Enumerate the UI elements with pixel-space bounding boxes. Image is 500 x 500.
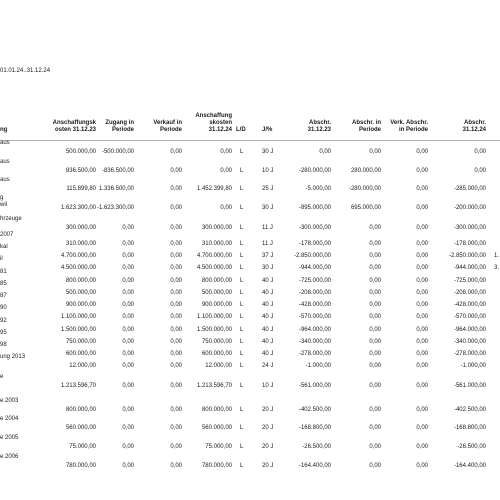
cell-dep-period: 0,00 (369, 327, 381, 333)
cell-years: 40 J (262, 351, 274, 357)
cell-ld: L (240, 444, 244, 450)
cell-cost-start: 800.000,00 (65, 278, 96, 284)
asset-name: e 2005 (0, 435, 19, 441)
cell-dep-end: -1.000,00 (460, 363, 486, 369)
header-line: L/D (236, 127, 246, 133)
header-line: Periode (358, 127, 381, 133)
cell-disposals: 0,00 (170, 363, 182, 369)
cell-cost-end: 780.000,00 (201, 463, 232, 469)
cell-ld: L (240, 314, 244, 320)
cell-cost-start: 4.500.000,00 (60, 265, 96, 271)
cell-dep-end: -402.500,00 (453, 407, 486, 413)
cell-dep-start: -944.000,00 (298, 265, 331, 271)
cell-cost-end: 500.000,00 (201, 290, 232, 296)
cell-years: 20 J (262, 425, 274, 431)
header-ld (236, 127, 246, 134)
cell-cost-start: 750.000,00 (65, 339, 96, 345)
cell-dep-sale: 0,00 (416, 278, 428, 284)
cell-dep-sale: 0,00 (416, 205, 428, 211)
cell-cost-end: 0,00 (220, 149, 232, 155)
cell-dep-period: 0,00 (369, 302, 381, 308)
table-row (0, 159, 500, 177)
cell-additions: 0,00 (122, 253, 134, 259)
cell-cost-start: 836.500,00 (65, 168, 96, 174)
cell-ld: L (240, 425, 244, 431)
cell-years: 40 J (262, 302, 274, 308)
cell-dep-end: -570.000,00 (453, 314, 486, 320)
cell-cost-start: 300.000,00 (65, 225, 96, 231)
cell-dep-sale: 0,00 (416, 407, 428, 413)
cell-disposals: 0,00 (170, 149, 182, 155)
cell-disposals: 0,00 (170, 278, 182, 284)
cell-years: 37 J (262, 253, 274, 259)
cell-dep-start: -340.000,00 (298, 339, 331, 345)
cell-cost-end: 75.000,00 (205, 444, 232, 450)
cell-additions: 0,00 (122, 339, 134, 345)
header-line: Abschr. (308, 120, 331, 126)
header-disposals (153, 120, 182, 134)
cell-additions: 0,00 (122, 383, 134, 389)
table-row (0, 232, 500, 250)
cell-dep-start: -168.800,00 (298, 425, 331, 431)
table-row (0, 398, 500, 416)
cell-dep-end: -300.000,00 (453, 225, 486, 231)
table-row (0, 269, 500, 287)
cell-dep-period: 0,00 (369, 265, 381, 271)
cell-dep-end: -278.000,00 (453, 351, 486, 357)
cell-cost-start: 115.899,80 (66, 186, 96, 192)
cell-dep-end: 0,00 (474, 168, 486, 174)
header-line: Zugang in (105, 120, 134, 126)
header-line: J/% (262, 127, 273, 133)
cell-additions: 0,00 (122, 278, 134, 284)
cell-years: 40 J (262, 290, 274, 296)
cell-dep-period: 0,00 (369, 339, 381, 345)
cell-dep-sale: 0,00 (416, 463, 428, 469)
asset-name: wil (0, 202, 7, 208)
cell-dep-sale: 0,00 (416, 290, 428, 296)
cell-disposals: 0,00 (170, 241, 182, 247)
cell-dep-start: -964.000,00 (298, 327, 331, 333)
cell-ld: L (240, 351, 244, 357)
asset-name: e 2003 (0, 398, 19, 404)
cell-dep-start: -178.000,00 (298, 241, 331, 247)
cell-years: 40 J (262, 314, 274, 320)
cell-dep-period: 0,00 (369, 241, 381, 247)
cell-dep-sale: 0,00 (416, 253, 428, 259)
cell-additions: 0,00 (122, 327, 134, 333)
cell-cost-start: 310.000,00 (65, 241, 96, 247)
asset-name: e (0, 374, 4, 380)
table-row (0, 435, 500, 453)
cell-dep-start: -300.000,00 (298, 225, 331, 231)
cell-dep-period: 280.000,00 (350, 168, 381, 174)
cell-dep-start: -570.000,00 (298, 314, 331, 320)
header-years (262, 127, 272, 134)
cell-dep-start: -5.000,00 (305, 186, 331, 192)
cell-years: 40 J (262, 327, 274, 333)
header-name (0, 127, 7, 134)
cell-years: 20 J (262, 463, 274, 469)
asset-name: e 2004 (0, 416, 19, 422)
asset-name: ung 2013 (0, 354, 26, 360)
cell-ld: L (240, 149, 244, 155)
asset-name: 81 (0, 269, 7, 275)
header-line: osten 31.12.23 (54, 127, 96, 133)
cell-disposals: 0,00 (170, 290, 182, 296)
cell-dep-end: 0,00 (474, 149, 486, 155)
cell-dep-start: 0,00 (319, 149, 331, 155)
cell-additions: 0,00 (122, 314, 134, 320)
cell-cost-start: 780.000,00 (65, 463, 96, 469)
cell-dep-end: -340.000,00 (453, 339, 486, 345)
cell-cost-end: 0,00 (220, 168, 232, 174)
cell-dep-period: 0,00 (369, 383, 381, 389)
table-row (0, 177, 500, 195)
cell-dep-period: 0,00 (369, 407, 381, 413)
cell-years: 20 J (262, 444, 274, 450)
cell-dep-end: -208.000,00 (453, 290, 486, 296)
table-row (0, 374, 500, 392)
cell-cost-start: 560.000,00 (65, 425, 96, 431)
header-dep-end (463, 120, 486, 134)
cell-dep-period: 0,00 (369, 278, 381, 284)
header-dep-start (308, 120, 331, 134)
cell-dep-sale: 0,00 (416, 241, 428, 247)
cell-ld: L (240, 290, 244, 296)
cell-disposals: 0,00 (170, 407, 182, 413)
cell-cost-end: 750.000,00 (201, 339, 232, 345)
cell-dep-sale: 0,00 (416, 149, 428, 155)
cell-additions: 0,00 (122, 351, 134, 357)
cell-disposals: 0,00 (170, 383, 182, 389)
cell-cost-end: 600.000,00 (201, 351, 232, 357)
header-line: Abschr. in (351, 120, 381, 126)
header-line: ng (0, 127, 8, 133)
cell-dep-end: -178.000,00 (453, 241, 486, 247)
cell-dep-start: -428.000,00 (298, 302, 331, 308)
cell-dep-sale: 0,00 (416, 302, 428, 308)
cell-disposals: 0,00 (170, 302, 182, 308)
cell-years: 40 J (262, 339, 274, 345)
cell-disposals: 0,00 (170, 186, 182, 192)
cell-cost-end: 900.000,00 (201, 302, 232, 308)
cell-cost-start: 12.000,00 (69, 363, 96, 369)
header-line: 31.12.24 (462, 127, 486, 133)
cell-years: 20 J (262, 407, 274, 413)
cell-disposals: 0,00 (170, 225, 182, 231)
cell-dep-sale: 0,00 (416, 383, 428, 389)
cell-ld: L (240, 225, 244, 231)
cell-cost-end: 310.000,00 (201, 241, 232, 247)
cell-years: 40 J (262, 278, 274, 284)
asset-name: 85 (0, 281, 7, 287)
cell-dep-sale: 0,00 (416, 314, 428, 320)
cell-cost-start: 800.000,00 (65, 407, 96, 413)
cell-ld: L (240, 186, 244, 192)
cell-disposals: 0,00 (170, 314, 182, 320)
asset-name: aus (0, 159, 10, 165)
cell-disposals: 0,00 (170, 327, 182, 333)
cell-extra: 1. (494, 253, 500, 259)
table-row (0, 416, 500, 434)
asset-name: 90 (0, 305, 7, 311)
cell-dep-end: -944.000,00 (453, 265, 486, 271)
cell-dep-start: -1.000,00 (305, 363, 331, 369)
cell-dep-end: -200.000,00 (453, 205, 486, 211)
cell-ld: L (240, 463, 244, 469)
cell-additions: -500.000,00 (101, 149, 134, 155)
cell-dep-sale: 0,00 (416, 425, 428, 431)
cell-ld: L (240, 302, 244, 308)
cell-cost-end: 300.000,00 (201, 225, 232, 231)
asset-name: aus (0, 140, 10, 146)
header-line: Anschaffungsk (52, 120, 96, 126)
cell-ld: L (240, 339, 244, 345)
cell-dep-period: 0,00 (369, 363, 381, 369)
header-cost-start (53, 120, 96, 134)
cell-ld: L (240, 327, 244, 333)
cell-additions: 1.336.500,00 (98, 186, 134, 192)
cell-dep-period: 0,00 (369, 149, 381, 155)
cell-cost-end: 800.000,00 (201, 278, 232, 284)
cell-dep-start: -2.850.000,00 (293, 253, 331, 259)
cell-dep-start: -280.000,00 (298, 168, 331, 174)
cell-dep-period: 0,00 (369, 444, 381, 450)
cell-dep-period: 0,00 (369, 351, 381, 357)
table-row (0, 454, 500, 472)
cell-dep-end: -428.000,00 (453, 302, 486, 308)
cell-ld: L (240, 168, 244, 174)
cell-additions: 0,00 (122, 463, 134, 469)
cell-years: 10 J (262, 168, 274, 174)
cell-additions: 0,00 (122, 302, 134, 308)
cell-dep-end: -164.400,00 (453, 463, 486, 469)
cell-dep-end: -168.800,00 (453, 425, 486, 431)
report-period: 01.01.24..31.12.24 (0, 68, 51, 74)
table-row (0, 195, 500, 214)
asset-name: 2007 (0, 232, 14, 238)
asset-name: 87 (0, 293, 7, 299)
cell-cost-end: 560.000,00 (201, 425, 232, 431)
cell-disposals: 0,00 (170, 425, 182, 431)
cell-dep-start: -278.000,00 (298, 351, 331, 357)
asset-name: e 2006 (0, 454, 19, 460)
asset-name: 98 (0, 342, 7, 348)
asset-name: g (0, 195, 4, 201)
cell-years: 30 J (262, 265, 274, 271)
cell-cost-end: 1.500.000,00 (196, 327, 232, 333)
header-line: Verk. Abschr. (390, 120, 428, 126)
asset-name: kal (0, 244, 8, 250)
asset-name: aus (0, 177, 10, 183)
cell-additions: 0,00 (122, 363, 134, 369)
header-line: Periode (111, 127, 134, 133)
cell-additions: 0,00 (122, 407, 134, 413)
cell-cost-start: 900.000,00 (65, 302, 96, 308)
cell-dep-start: -26.500,00 (302, 444, 331, 450)
cell-ld: L (240, 205, 244, 211)
cell-years: 10 J (262, 383, 274, 389)
cell-dep-period: 0,00 (369, 225, 381, 231)
cell-dep-start: -208.000,00 (298, 290, 331, 296)
cell-years: 24 J (262, 363, 274, 369)
cell-dep-start: -164.400,00 (298, 463, 331, 469)
cell-disposals: 0,00 (170, 339, 182, 345)
cell-ld: L (240, 253, 244, 259)
cell-dep-period: -280.000,00 (348, 186, 381, 192)
cell-dep-period: 0,00 (369, 253, 381, 259)
cell-ld: L (240, 241, 244, 247)
cell-disposals: 0,00 (170, 168, 182, 174)
cell-additions: 0,00 (122, 444, 134, 450)
cell-dep-end: -26.500,00 (457, 444, 486, 450)
cell-dep-period: 0,00 (369, 463, 381, 469)
cell-dep-sale: 0,00 (416, 225, 428, 231)
cell-cost-start: 75.000,00 (69, 444, 96, 450)
cell-years: 30 J (262, 205, 274, 211)
cell-dep-start: -895.000,00 (298, 205, 331, 211)
cell-dep-sale: 0,00 (416, 339, 428, 345)
cell-cost-end: 1.213.596,70 (196, 383, 232, 389)
cell-years: 25 J (262, 186, 274, 192)
cell-dep-period: 695.000,00 (350, 205, 381, 211)
header-divider (0, 140, 500, 141)
cell-dep-sale: 0,00 (416, 186, 428, 192)
cell-disposals: 0,00 (170, 205, 182, 211)
cell-dep-end: -561.000,00 (453, 383, 486, 389)
cell-cost-start: 1.100.000,00 (60, 314, 96, 320)
cell-additions: -1.623.300,00 (96, 205, 134, 211)
cell-dep-sale: 0,00 (416, 265, 428, 271)
asset-name: 95 (0, 330, 7, 336)
cell-cost-end: 4.500.000,00 (196, 265, 232, 271)
cell-dep-end: -2.850.000,00 (448, 253, 486, 259)
cell-cost-end: 4.700.000,00 (196, 253, 232, 259)
cell-cost-start: 500.000,00 (65, 290, 96, 296)
cell-disposals: 0,00 (170, 253, 182, 259)
cell-additions: -836.500,00 (101, 168, 134, 174)
cell-extra: 3. (494, 265, 500, 271)
cell-dep-period: 0,00 (369, 314, 381, 320)
cell-disposals: 0,00 (170, 265, 182, 271)
cell-ld: L (240, 363, 244, 369)
cell-cost-start: 500.000,00 (65, 149, 96, 155)
header-line: 31.12.24 (208, 127, 232, 133)
cell-ld: L (240, 278, 244, 284)
header-line: skosten (209, 120, 232, 126)
cell-cost-start: 1.500.000,00 (60, 327, 96, 333)
cell-dep-end: -725.000,00 (453, 278, 486, 284)
cell-ld: L (240, 383, 244, 389)
cell-cost-start: 1.623.300,00 (60, 205, 96, 211)
table-row (0, 216, 500, 234)
cell-ld: L (240, 407, 244, 413)
cell-years: 30 J (262, 149, 274, 155)
cell-dep-end: -285.000,00 (453, 186, 486, 192)
header-dep-sale (390, 120, 428, 134)
header-additions (105, 120, 134, 134)
cell-additions: 0,00 (122, 241, 134, 247)
cell-cost-start: 4.700.000,00 (60, 253, 96, 259)
cell-disposals: 0,00 (170, 463, 182, 469)
cell-dep-sale: 0,00 (416, 327, 428, 333)
cell-additions: 0,00 (122, 290, 134, 296)
asset-name: il (0, 256, 3, 262)
cell-cost-end: 12.000,00 (205, 363, 232, 369)
header-cost-end (195, 113, 232, 134)
cell-disposals: 0,00 (170, 351, 182, 357)
table-row (0, 140, 500, 158)
header-line: Abschr. (463, 120, 486, 126)
cell-dep-start: -561.000,00 (298, 383, 331, 389)
cell-cost-end: 0,00 (220, 205, 232, 211)
cell-dep-sale: 0,00 (416, 363, 428, 369)
asset-name: hrzeuge (0, 216, 22, 222)
cell-cost-end: 800.000,00 (201, 407, 232, 413)
cell-disposals: 0,00 (170, 444, 182, 450)
cell-dep-start: -402.500,00 (298, 407, 331, 413)
cell-dep-end: -964.000,00 (453, 327, 486, 333)
table-row (0, 318, 500, 336)
header-line: Verkauf in (153, 120, 182, 126)
cell-additions: 0,00 (122, 425, 134, 431)
cell-additions: 0,00 (122, 265, 134, 271)
cell-ld: L (240, 265, 244, 271)
cell-dep-period: 0,00 (369, 425, 381, 431)
cell-years: 11 J (262, 225, 273, 231)
cell-dep-sale: 0,00 (416, 444, 428, 450)
cell-dep-period: 0,00 (369, 290, 381, 296)
cell-cost-start: 600.000,00 (65, 351, 96, 357)
cell-years: 11 J (262, 241, 273, 247)
header-dep-period (352, 120, 381, 134)
cell-additions: 0,00 (122, 225, 134, 231)
cell-cost-end: 1.452.399,80 (196, 186, 232, 192)
cell-dep-sale: 0,00 (416, 351, 428, 357)
header-line: in Periode (398, 127, 428, 133)
cell-cost-end: 1.100.000,00 (196, 314, 232, 320)
header-line: 31.12.23 (307, 127, 331, 133)
cell-cost-start: 1.213.596,70 (60, 383, 96, 389)
cell-dep-start: -725.000,00 (298, 278, 331, 284)
cell-dep-sale: 0,00 (416, 168, 428, 174)
header-line: Periode (159, 127, 182, 133)
header-line: Anschaffung (195, 113, 232, 119)
asset-name: 92 (0, 318, 7, 324)
